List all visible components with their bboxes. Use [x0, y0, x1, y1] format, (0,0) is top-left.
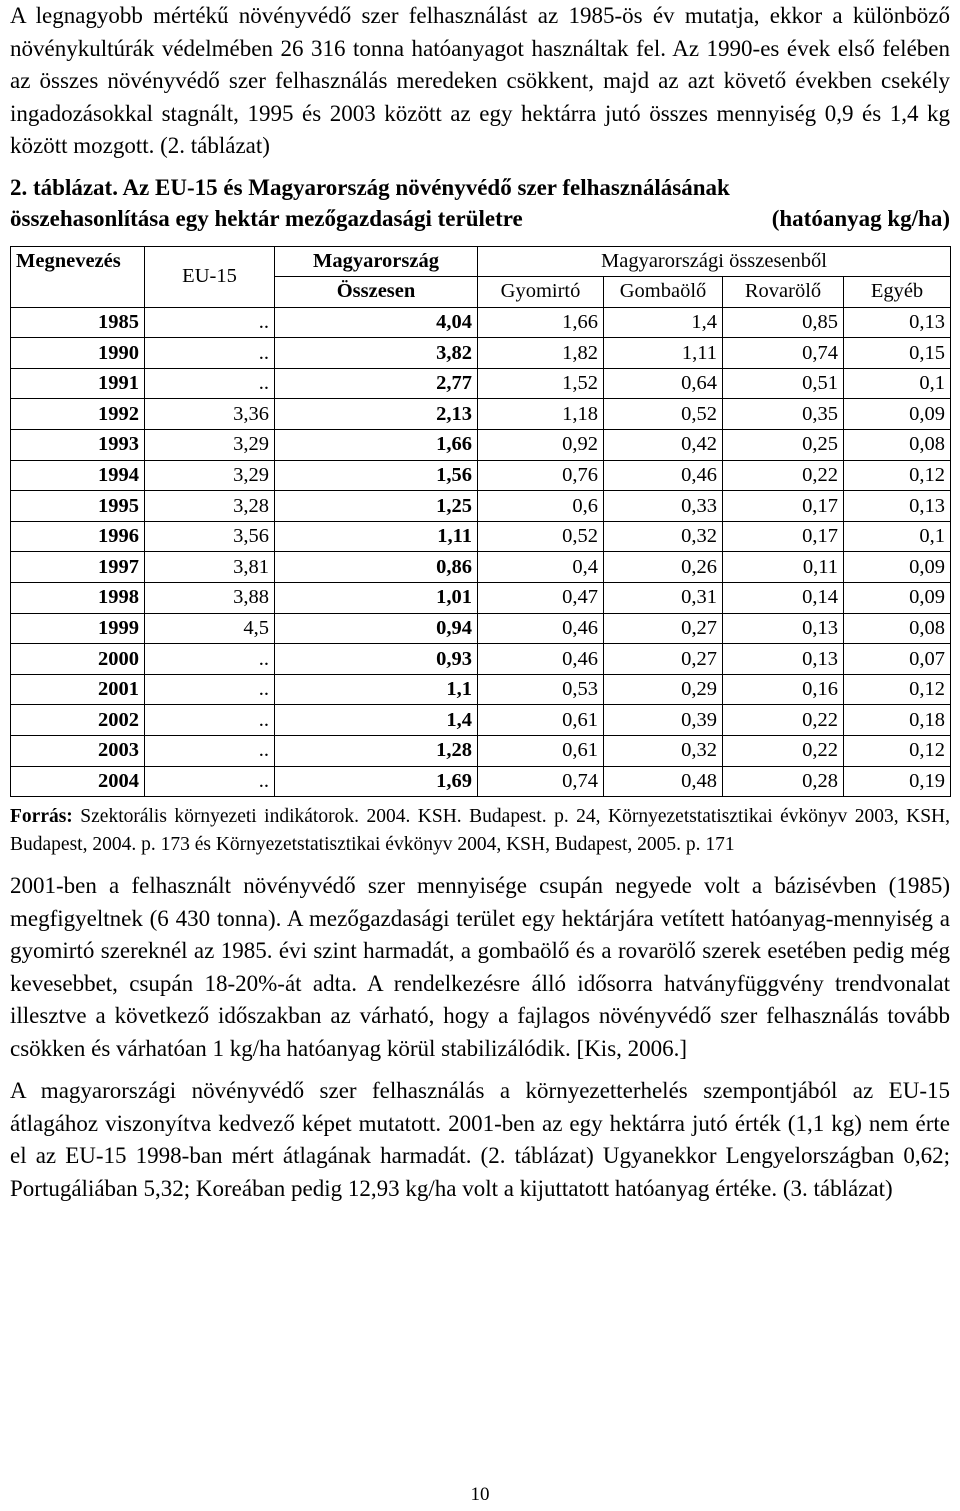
- cell-rovarolo: 0,13: [723, 644, 844, 675]
- cell-gyomirto: 0,61: [478, 705, 604, 736]
- source-text: Szektorális környezeti indikátorok. 2004. KSH. Budapest. p. 24, Környezetstatisztikai évkönyv 2003, KSH, Budapest, 2004. p. 173 és Környezetstatisztikai évkönyv 2004, KSH, Budapest, 2005. p. 171: [10, 806, 950, 855]
- cell-egyeb: 0,12: [844, 736, 951, 767]
- cell-rovarolo: 0,16: [723, 674, 844, 705]
- cell-egyeb: 0,09: [844, 583, 951, 614]
- cell-gyomirto: 0,53: [478, 674, 604, 705]
- cell-hu-total: 2,77: [275, 368, 478, 399]
- cell-eu15: 3,28: [145, 491, 275, 522]
- table-row: [11, 644, 951, 675]
- cell-hu-total: 1,66: [275, 430, 478, 461]
- cell-eu15: 3,56: [145, 521, 275, 552]
- cell-hu-total: 1,11: [275, 521, 478, 552]
- cell-year: 2002: [11, 705, 145, 736]
- cell-eu15: ..: [145, 766, 275, 797]
- cell-gyomirto: 0,6: [478, 491, 604, 522]
- table-row: [11, 460, 951, 491]
- cell-gyomirto: 1,18: [478, 399, 604, 430]
- cell-eu15: 3,36: [145, 399, 275, 430]
- cell-rovarolo: 0,74: [723, 338, 844, 369]
- cell-gombaolo: 0,27: [604, 644, 723, 675]
- cell-egyeb: 0,12: [844, 674, 951, 705]
- header-gyomirto: Gyomirtó: [478, 277, 604, 308]
- table-row: [11, 705, 951, 736]
- cell-hu-total: 4,04: [275, 307, 478, 338]
- cell-year: 1997: [11, 552, 145, 583]
- table-row: [11, 399, 951, 430]
- table-row: [11, 766, 951, 797]
- table-row: [11, 430, 951, 461]
- cell-year: 2000: [11, 644, 145, 675]
- page-number: 10: [470, 1484, 490, 1505]
- cell-eu15: ..: [145, 705, 275, 736]
- cell-gyomirto: 0,92: [478, 430, 604, 461]
- cell-hu-total: 2,13: [275, 399, 478, 430]
- cell-gombaolo: 0,46: [604, 460, 723, 491]
- header-rovarolo: Rovarölő: [723, 277, 844, 308]
- cell-gyomirto: 0,74: [478, 766, 604, 797]
- cell-year: 1985: [11, 307, 145, 338]
- cell-egyeb: 0,12: [844, 460, 951, 491]
- header-egyeb: Egyéb: [844, 277, 951, 308]
- cell-rovarolo: 0,28: [723, 766, 844, 797]
- cell-gombaolo: 0,32: [604, 736, 723, 767]
- cell-egyeb: 0,15: [844, 338, 951, 369]
- cell-gombaolo: 0,48: [604, 766, 723, 797]
- cell-year: 2001: [11, 674, 145, 705]
- cell-egyeb: 0,09: [844, 399, 951, 430]
- cell-rovarolo: 0,51: [723, 368, 844, 399]
- cell-egyeb: 0,1: [844, 521, 951, 552]
- header-osszesen: Összesen: [275, 277, 478, 308]
- cell-eu15: 4,5: [145, 613, 275, 644]
- cell-hu-total: 3,82: [275, 338, 478, 369]
- cell-year: 1990: [11, 338, 145, 369]
- cell-rovarolo: 0,35: [723, 399, 844, 430]
- cell-year: 1992: [11, 399, 145, 430]
- cell-gyomirto: 0,46: [478, 644, 604, 675]
- cell-year: 1994: [11, 460, 145, 491]
- cell-eu15: ..: [145, 307, 275, 338]
- cell-gombaolo: 0,42: [604, 430, 723, 461]
- table-row: [11, 552, 951, 583]
- cell-gombaolo: 0,31: [604, 583, 723, 614]
- cell-year: 1996: [11, 521, 145, 552]
- table-row: [11, 491, 951, 522]
- header-magyarorszag: Magyarország: [275, 246, 478, 277]
- cell-eu15: 3,81: [145, 552, 275, 583]
- cell-rovarolo: 0,22: [723, 705, 844, 736]
- cell-rovarolo: 0,17: [723, 521, 844, 552]
- cell-gyomirto: 1,66: [478, 307, 604, 338]
- header-megnevezes: Megnevezés: [11, 246, 145, 307]
- cell-gyomirto: 0,52: [478, 521, 604, 552]
- table-unit-label: (hatóanyag kg/ha): [771, 205, 950, 231]
- cell-eu15: ..: [145, 736, 275, 767]
- cell-egyeb: 0,1: [844, 368, 951, 399]
- header-eu15: EU-15: [145, 246, 275, 307]
- cell-hu-total: 1,69: [275, 766, 478, 797]
- cell-rovarolo: 0,11: [723, 552, 844, 583]
- cell-hu-total: 1,25: [275, 491, 478, 522]
- cell-gombaolo: 0,64: [604, 368, 723, 399]
- cell-hu-total: 0,86: [275, 552, 478, 583]
- source-note: [10, 803, 950, 858]
- cell-rovarolo: 0,14: [723, 583, 844, 614]
- source-label: Forrás:: [10, 806, 73, 828]
- table-row: [11, 368, 951, 399]
- cell-year: 1993: [11, 430, 145, 461]
- cell-hu-total: 1,28: [275, 736, 478, 767]
- cell-eu15: ..: [145, 674, 275, 705]
- paragraph-3: A magyarországi növényvédő szer felhasználás a környezetterhelés szempontjából az EU-15 átlagához viszonyítva kedvező képet mutatott. 2001-ben az egy hektárra jutó érték (1,1 kg) nem érte el az EU-15 1998-ban mért átlagának harmadát. (2. táblázat) Ugyanekkor Lengyelországban 0,62; Portugáliában 5,32; Koreában pedig 12,93 kg/ha volt a kijuttatott hatóanyag értéke. (3. táblázat): [10, 1078, 950, 1201]
- paragraph-2: 2001-ben a felhasznált növényvédő szer mennyisége csupán negyede volt a bázisévben (1985) megfigyeltnek (6 430 tonna). A mezőgazdasági terület egy hektárjára vetített hatóanyag-mennyiség a gyomirtó szereknél az 1985. évi szint harmadát, a gombaölő és a rovarölő szerek esetében pedig még kevesebbet, csupán 18-20%-át adta. A rendelkezésre álló idősorra hatványfüggvény trendvonalat illesztve a következő időszakban az várható, hogy a fajlagos növényvédő szer felhasználás tovább csökken és várhatóan 1 kg/ha hatóanyag körül stabilizálódik. [Kis, 2006.]: [10, 873, 950, 1061]
- cell-gombaolo: 0,52: [604, 399, 723, 430]
- cell-gyomirto: 0,76: [478, 460, 604, 491]
- cell-gombaolo: 0,27: [604, 613, 723, 644]
- table-row: [11, 338, 951, 369]
- table-row: [11, 674, 951, 705]
- cell-year: 1991: [11, 368, 145, 399]
- cell-eu15: 3,29: [145, 460, 275, 491]
- cell-eu15: 3,88: [145, 583, 275, 614]
- cell-egyeb: 0,19: [844, 766, 951, 797]
- cell-gyomirto: 0,61: [478, 736, 604, 767]
- cell-gombaolo: 0,29: [604, 674, 723, 705]
- cell-rovarolo: 0,22: [723, 460, 844, 491]
- table-row: [11, 736, 951, 767]
- cell-gyomirto: 0,46: [478, 613, 604, 644]
- cell-egyeb: 0,09: [844, 552, 951, 583]
- cell-gyomirto: 1,82: [478, 338, 604, 369]
- cell-egyeb: 0,18: [844, 705, 951, 736]
- table-caption-line2: összehasonlítása egy hektár mezőgazdasági területre: [10, 205, 523, 231]
- intro-paragraph: A legnagyobb mértékű növényvédő szer felhasználást az 1985-ös év mutatja, ekkor a különböző növénykultúrák védelmében 26 316 tonna hatóanyagot használtak fel. Az 1990-es évek első felében az összes növényvédő szer felhasználás meredeken csökkent, majd az azt követő években csekély ingadozásokkal stagnált, 1995 és 2003 között az egy hektárra jutó összes mennyiség 0,9 és 1,4 kg között mozgott. (2. táblázat): [10, 3, 950, 158]
- table-caption-line1: 2. táblázat. Az EU-15 és Magyarország növényvédő szer felhasználásának: [10, 174, 730, 200]
- table-row: [11, 307, 951, 338]
- cell-egyeb: 0,13: [844, 307, 951, 338]
- cell-eu15: ..: [145, 338, 275, 369]
- cell-gombaolo: 0,26: [604, 552, 723, 583]
- cell-egyeb: 0,08: [844, 430, 951, 461]
- cell-gombaolo: 0,32: [604, 521, 723, 552]
- table-row: [11, 521, 951, 552]
- header-gombaolo: Gombaölő: [604, 277, 723, 308]
- cell-rovarolo: 0,13: [723, 613, 844, 644]
- cell-gombaolo: 0,39: [604, 705, 723, 736]
- table-row: [11, 613, 951, 644]
- cell-gyomirto: 0,47: [478, 583, 604, 614]
- cell-hu-total: 0,93: [275, 644, 478, 675]
- cell-hu-total: 1,56: [275, 460, 478, 491]
- cell-hu-total: 1,4: [275, 705, 478, 736]
- cell-egyeb: 0,07: [844, 644, 951, 675]
- document-page: [10, 0, 950, 1205]
- cell-hu-total: 1,1: [275, 674, 478, 705]
- cell-year: 1999: [11, 613, 145, 644]
- table-row: [11, 583, 951, 614]
- cell-year: 2003: [11, 736, 145, 767]
- cell-eu15: 3,29: [145, 430, 275, 461]
- cell-eu15: ..: [145, 368, 275, 399]
- cell-egyeb: 0,08: [844, 613, 951, 644]
- cell-year: 1995: [11, 491, 145, 522]
- cell-gombaolo: 1,11: [604, 338, 723, 369]
- cell-egyeb: 0,13: [844, 491, 951, 522]
- cell-rovarolo: 0,85: [723, 307, 844, 338]
- cell-year: 2004: [11, 766, 145, 797]
- pesticide-table: [10, 246, 951, 798]
- cell-gyomirto: 0,4: [478, 552, 604, 583]
- cell-hu-total: 1,01: [275, 583, 478, 614]
- cell-year: 1998: [11, 583, 145, 614]
- cell-gyomirto: 1,52: [478, 368, 604, 399]
- cell-gombaolo: 0,33: [604, 491, 723, 522]
- cell-gombaolo: 1,4: [604, 307, 723, 338]
- cell-rovarolo: 0,25: [723, 430, 844, 461]
- cell-eu15: ..: [145, 644, 275, 675]
- table-caption: [10, 172, 950, 234]
- cell-rovarolo: 0,22: [723, 736, 844, 767]
- cell-rovarolo: 0,17: [723, 491, 844, 522]
- table-body: [11, 307, 951, 797]
- cell-hu-total: 0,94: [275, 613, 478, 644]
- header-osszesenbol: Magyarországi összesenből: [478, 246, 951, 277]
